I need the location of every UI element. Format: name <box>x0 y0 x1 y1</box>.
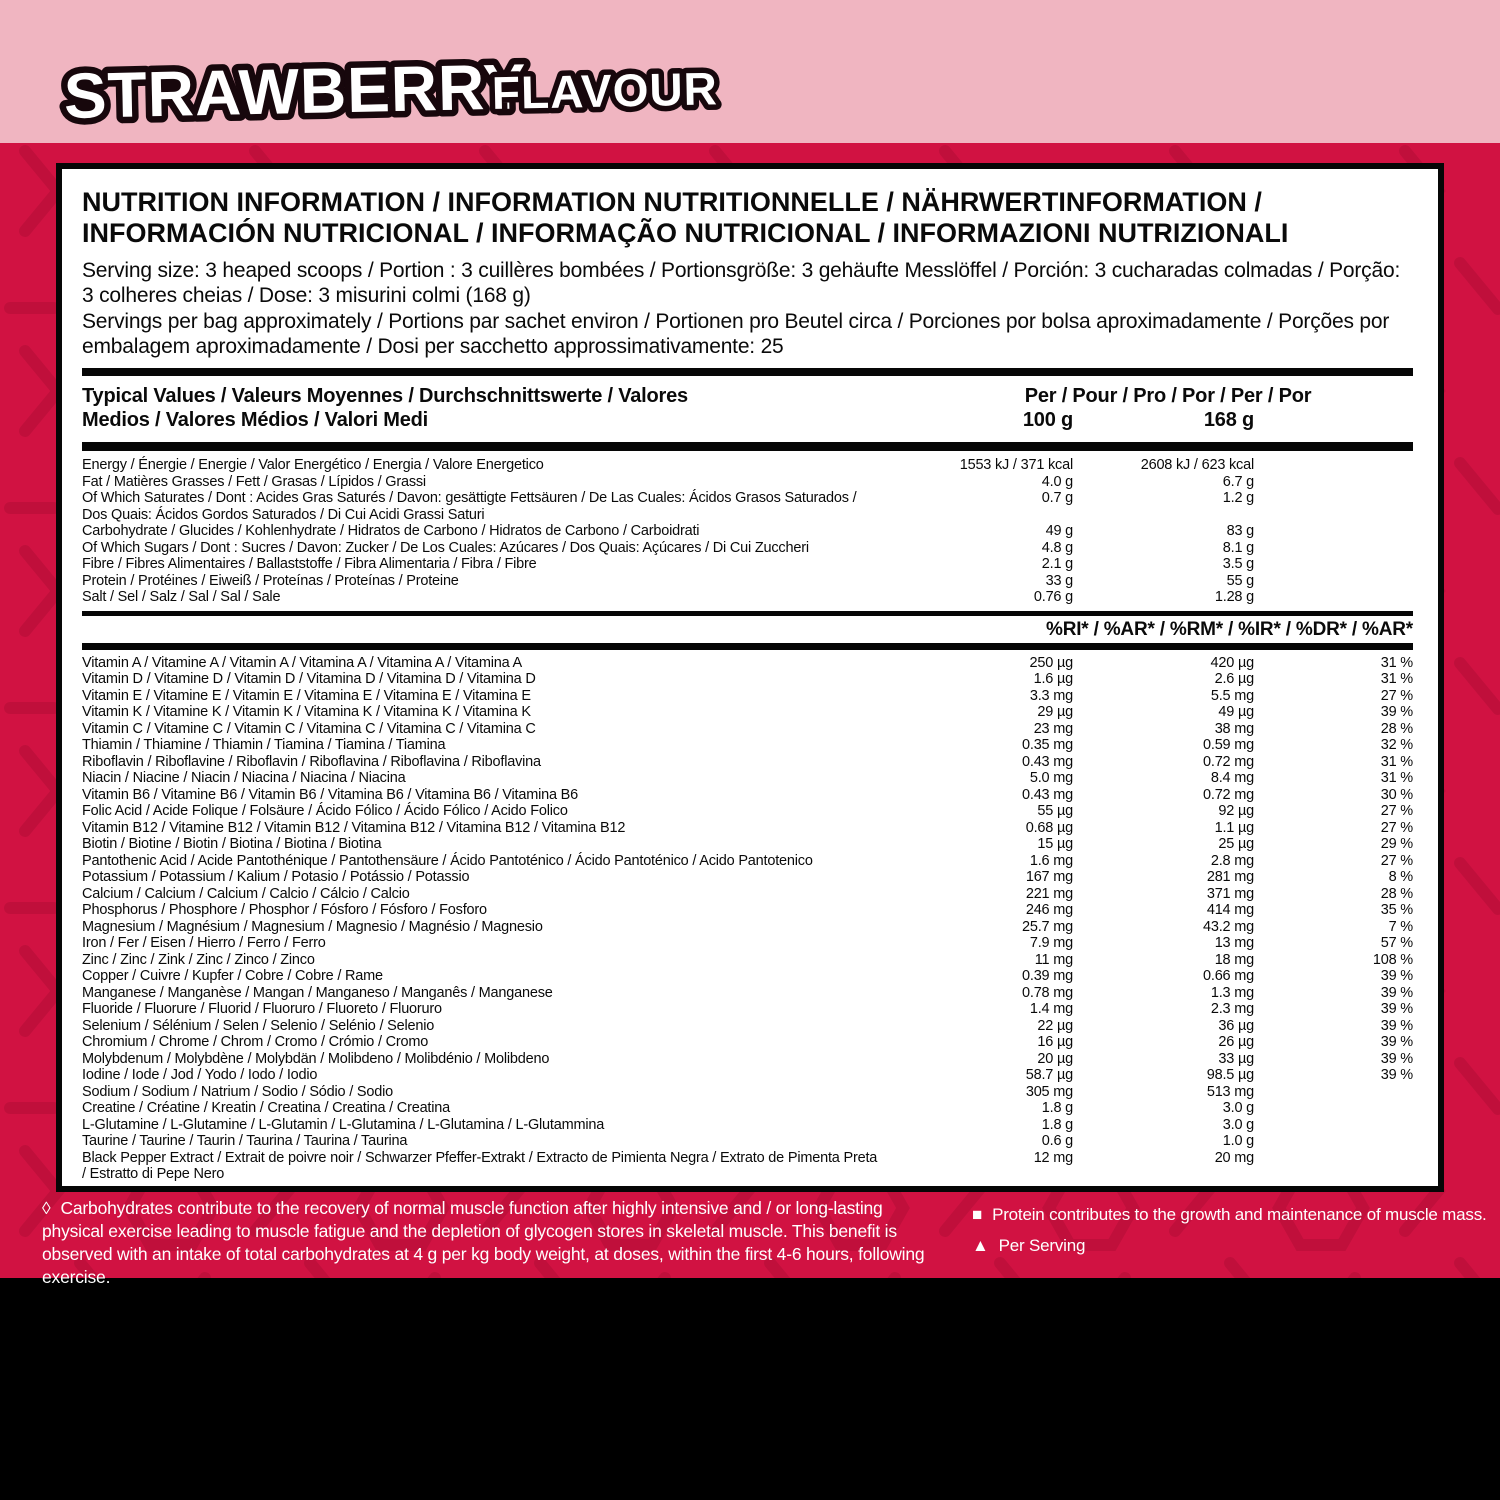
value-ri-percent: 29 % <box>1380 836 1413 852</box>
row-label: Salt / Sel / Salz / Sal / Sal / Sale <box>82 589 281 605</box>
ri-units-header: %RI* / %AR* / %RM* / %IR* / %DR* / %AR* <box>1046 618 1413 640</box>
table-row <box>82 1067 1413 1084</box>
value-per-168g: 98.5 µg <box>1206 1067 1254 1083</box>
value-ri-percent: 31 % <box>1380 753 1413 770</box>
value-ri-percent: 31 % <box>1380 671 1413 687</box>
value-per-100g: 3.3 mg <box>1029 687 1073 704</box>
row-label: Zinc / Zinc / Zink / Zinc / Zinco / Zinco <box>82 951 315 968</box>
value-ri-percent: 39 % <box>1380 704 1413 720</box>
value-per-100g: 29 µg <box>1037 704 1073 720</box>
servings-per-bag-text: Servings per bag approximately / Portions par sachet environ / Portionen pro Beutel circa / Porciones por bolsa aproximadamente / Porções por embalagem aproximadamente / Dosi per sacchetto approssimativamente: 25 <box>82 310 1390 358</box>
row-label: Energy / Énergie / Energie / Valor Energético / Energia / Valore Energetico <box>82 457 544 473</box>
value-ri-percent: 31 % <box>1380 770 1413 786</box>
row-label: Of Which Saturates / Dont : Acides Gras Saturés / Davon: gesättigte Fettsäuren / De Las Cuales: Ácidos Grasos Saturados / Dos Quais: Ácidos Gordos Saturados / Di Cui Acidi Grassi Saturi <box>82 490 857 523</box>
value-ri-percent: 39 % <box>1380 1050 1413 1067</box>
row-label: Copper / Cuivre / Kupfer / Cobre / Cobre / Rame <box>82 968 383 984</box>
row-label: Selenium / Sélénium / Selen / Selenio / Selénio / Selenio <box>82 1017 435 1034</box>
row-label: Potassium / Potassium / Kalium / Potasio / Potássio / Potassio <box>82 869 470 885</box>
divider-rule <box>82 1191 1413 1193</box>
table-row <box>82 770 1413 787</box>
value-per-100g: 221 mg <box>1025 885 1073 902</box>
row-label: Creatine / Créatine / Kreatin / Creatina / Creatina / Creatina <box>82 1100 451 1116</box>
value-per-100g: 0.39 mg <box>1022 968 1073 984</box>
row-label: Vitamin A / Vitamine A / Vitamin A / Vitamina A / Vitamina A / Vitamina A <box>82 654 523 671</box>
value-per-100g: 1.6 µg <box>1033 671 1073 687</box>
value-ri-percent: 27 % <box>1380 803 1413 819</box>
value-per-168g: 38 mg <box>1214 720 1254 737</box>
table-row <box>82 704 1413 721</box>
value-ri-percent: 27 % <box>1380 852 1413 869</box>
row-label: Vitamin B6 / Vitamine B6 / Vitamin B6 / Vitamina B6 / Vitamina B6 / Vitamina B6 <box>82 786 578 803</box>
per-serving-text: Per Serving <box>998 1236 1086 1255</box>
value-per-168g: 3.5 g <box>1222 556 1254 572</box>
value-per-168g: 0.72 mg <box>1203 786 1254 803</box>
value-per-100g: 0.7 g <box>1041 490 1073 506</box>
table-row <box>82 1100 1413 1117</box>
value-per-100g: 0.43 mg <box>1022 786 1073 803</box>
value-per-100g: 20 µg <box>1037 1050 1073 1067</box>
table-row <box>82 737 1413 754</box>
value-per-168g: 0.59 mg <box>1203 737 1254 753</box>
micronutrient-rows <box>82 650 1413 1187</box>
table-row <box>82 886 1413 903</box>
table-row <box>82 787 1413 804</box>
col-100g-header: 100 g <box>1022 409 1073 431</box>
table-row <box>82 589 1413 606</box>
table-row <box>82 968 1413 985</box>
value-per-100g: 58.7 µg <box>1025 1067 1073 1083</box>
value-ri-percent: 27 % <box>1380 819 1413 836</box>
value-per-168g: 36 µg <box>1218 1017 1254 1034</box>
value-per-168g: 55 g <box>1226 572 1254 589</box>
panel-heading: NUTRITION INFORMATION / INFORMATION NUTRITIONNELLE / NÄHRWERTINFORMATION / INFORMACIÓN NUTRICIONAL / INFORMAÇÃO NUTRICIONAL / INFORMAZIONI NUTRIZIONALI <box>82 187 1289 248</box>
table-row <box>82 1084 1413 1101</box>
value-per-168g: 43.2 mg <box>1203 918 1254 935</box>
value-per-100g: 33 g <box>1045 572 1073 589</box>
value-per-100g: 1553 kJ / 371 kcal <box>959 457 1073 473</box>
value-per-100g: 7.9 mg <box>1029 935 1073 951</box>
bottom-black-band <box>0 1278 1500 1500</box>
value-per-100g: 0.68 µg <box>1025 819 1073 836</box>
table-row <box>82 985 1413 1002</box>
value-ri-percent: 28 % <box>1380 720 1413 737</box>
value-per-168g: 414 mg <box>1206 902 1254 918</box>
value-per-168g: 2608 kJ / 623 kcal <box>1140 457 1254 473</box>
table-row <box>82 952 1413 969</box>
carb-claim-note <box>42 1197 942 1289</box>
divider-rule <box>82 368 1413 376</box>
table-row <box>82 523 1413 540</box>
value-ri-percent: 39 % <box>1380 984 1413 1001</box>
value-per-100g: 0.43 mg <box>1022 753 1073 770</box>
value-per-168g: 281 mg <box>1206 869 1254 885</box>
table-row <box>82 1051 1413 1068</box>
table-row <box>82 721 1413 738</box>
row-label: Thiamin / Thiamine / Thiamin / Tiamina / Tiamina / Tiamina <box>82 737 446 753</box>
row-label: Folic Acid / Acide Folique / Folsäure / Ácido Fólico / Ácido Fólico / Acido Folico <box>82 803 568 819</box>
per-columns-header <box>923 384 1413 432</box>
row-label: Niacin / Niacine / Niacin / Niacina / Niacina / Niacina <box>82 770 406 786</box>
table-header-row <box>82 376 1413 442</box>
value-ri-percent: 39 % <box>1380 968 1413 984</box>
value-ri-percent: 39 % <box>1380 1001 1413 1017</box>
value-per-100g: 305 mg <box>1025 1083 1073 1100</box>
row-label: Calcium / Calcium / Calcium / Calcio / Cálcio / Calcio <box>82 885 410 902</box>
value-per-100g: 0.6 g <box>1041 1133 1073 1149</box>
ri-units-header-bar <box>82 611 1413 650</box>
row-label: Fluoride / Fluorure / Fluorid / Fluoruro / Fluoreto / Fluoruro <box>82 1001 442 1017</box>
value-per-168g: 92 µg <box>1218 803 1254 819</box>
value-per-168g: 26 µg <box>1218 1034 1254 1050</box>
row-label: Black Pepper Extract / Extrait de poivre noir / Schwarzer Pfeffer-Extrakt / Extracto de Pimienta Negra / Extrato de Pimenta Preta / Estratto di Pepe Nero <box>82 1149 878 1182</box>
value-per-100g: 15 µg <box>1037 836 1073 852</box>
value-per-100g: 49 g <box>1045 523 1073 539</box>
value-per-100g: 246 mg <box>1025 902 1073 918</box>
value-per-100g: 0.76 g <box>1033 589 1073 605</box>
protein-claim-text: Protein contributes to the growth and maintenance of muscle mass. <box>992 1205 1487 1224</box>
value-per-100g: 1.6 mg <box>1029 852 1073 869</box>
row-label: Iodine / Iode / Jod / Yodo / Iodo / Iodio <box>82 1067 318 1083</box>
table-row <box>82 474 1413 491</box>
row-label: Vitamin B12 / Vitamine B12 / Vitamin B12 / Vitamina B12 / Vitamina B12 / Vitamina B12 <box>82 819 626 836</box>
value-ri-percent: 108 % <box>1372 951 1413 968</box>
value-per-100g: 0.78 mg <box>1022 984 1073 1001</box>
col-168g-header: 168 g <box>1203 409 1254 431</box>
value-per-100g: 1.8 g <box>1041 1100 1073 1116</box>
value-per-168g: 25 µg <box>1218 836 1254 852</box>
table-row <box>82 688 1413 705</box>
table-row <box>82 490 1413 523</box>
value-per-168g: 0.72 mg <box>1203 753 1254 770</box>
per-serving-note <box>972 1234 1492 1257</box>
table-row <box>82 836 1413 853</box>
value-per-100g: 23 mg <box>1033 720 1073 737</box>
value-ri-percent: 35 % <box>1380 902 1413 918</box>
value-per-168g: 3.0 g <box>1222 1100 1254 1116</box>
value-per-168g: 0.66 mg <box>1203 968 1254 984</box>
value-ri-percent: 30 % <box>1380 786 1413 803</box>
table-row <box>82 540 1413 557</box>
row-label: Chromium / Chrome / Chrom / Cromo / Crómio / Cromo <box>82 1034 429 1050</box>
row-label: Fat / Matières Grasses / Fett / Grasas / Lípidos / Grassi <box>82 473 426 490</box>
value-per-168g: 20 mg <box>1214 1149 1254 1166</box>
value-per-100g: 0.35 mg <box>1022 737 1073 753</box>
value-per-100g: 1.4 mg <box>1029 1001 1073 1017</box>
value-per-168g: 83 g <box>1226 523 1254 539</box>
protein-claim-note <box>972 1203 1492 1226</box>
row-label: Riboflavin / Riboflavine / Riboflavin / Riboflavina / Riboflavina / Riboflavina <box>82 753 541 770</box>
value-per-100g: 12 mg <box>1033 1149 1073 1166</box>
diamond-icon: ◊ <box>42 1198 51 1218</box>
value-ri-percent: 27 % <box>1380 687 1413 704</box>
value-ri-percent: 8 % <box>1388 869 1413 885</box>
value-per-168g: 2.3 mg <box>1210 1001 1254 1017</box>
square-icon: ■ <box>972 1205 983 1224</box>
table-row <box>82 1018 1413 1035</box>
value-per-100g: 4.8 g <box>1041 539 1073 556</box>
row-label: Manganese / Manganèse / Mangan / Manganeso / Manganês / Manganese <box>82 984 553 1001</box>
value-per-100g: 2.1 g <box>1041 556 1073 572</box>
value-per-168g: 3.0 g <box>1222 1116 1254 1133</box>
row-label: Vitamin D / Vitamine D / Vitamin D / Vitamina D / Vitamina D / Vitamina D <box>82 671 536 687</box>
value-per-168g: 18 mg <box>1214 951 1254 968</box>
table-row <box>82 803 1413 820</box>
table-row <box>82 754 1413 771</box>
table-row <box>82 671 1413 688</box>
row-label: Protein / Protéines / Eiweiß / Proteínas / Proteínas / Proteine <box>82 572 459 589</box>
value-per-168g: 5.5 mg <box>1210 687 1254 704</box>
row-label: Taurine / Taurine / Taurin / Taurina / Taurina / Taurina <box>82 1133 408 1149</box>
value-ri-percent: 39 % <box>1380 1067 1413 1083</box>
value-ri-percent: 39 % <box>1380 1017 1413 1034</box>
value-per-100g: 16 µg <box>1037 1034 1073 1050</box>
col-ri-header-spacer <box>1254 408 1413 432</box>
per-header: Per / Pour / Pro / Por / Per / Por <box>1024 385 1312 407</box>
row-label: Of Which Sugars / Dont : Sucres / Davon: Zucker / De Los Cuales: Azúcares / Dos Quais: Açúcares / Di Cui Zuccheri <box>82 539 809 556</box>
table-row <box>82 869 1413 886</box>
flavour-banner <box>0 0 1500 143</box>
value-per-168g: 1.0 g <box>1222 1133 1254 1149</box>
serving-size-text: Serving size: 3 heaped scoops / Portion : 3 cuillères bombées / Portionsgröße: 3 gehäufte Messlöffel / Porción: 3 cucharadas colmadas / Porção: 3 colheres cheias / Dose: 3 misurini colmi (168 g) <box>82 259 1401 307</box>
value-per-168g: 371 mg <box>1206 885 1254 902</box>
value-per-168g: 1.2 g <box>1222 490 1254 506</box>
value-ri-percent: 32 % <box>1380 737 1413 753</box>
row-label: Pantothenic Acid / Acide Pantothénique / Pantothensäure / Ácido Pantoténico / Ácido Pantoténico / Acido Pantotenico <box>82 852 813 869</box>
value-per-168g: 2.8 mg <box>1210 852 1254 869</box>
row-label: Magnesium / Magnésium / Magnesium / Magnesio / Magnésio / Magnesio <box>82 918 543 935</box>
row-label: L-Glutamine / L-Glutamine / L-Glutamin / L-Glutamina / L-Glutamina / L-Glutammina <box>82 1116 605 1133</box>
value-ri-percent: 31 % <box>1380 654 1413 671</box>
table-row <box>82 573 1413 590</box>
value-per-168g: 8.4 mg <box>1210 770 1254 786</box>
nutrition-panel <box>56 163 1444 1192</box>
table-row <box>82 853 1413 870</box>
row-label: Biotin / Biotine / Biotin / Biotina / Biotina / Biotina <box>82 836 382 852</box>
row-label: Vitamin E / Vitamine E / Vitamin E / Vitamina E / Vitamina E / Vitamina E <box>82 687 531 704</box>
value-per-100g: 55 µg <box>1037 803 1073 819</box>
value-per-100g: 4.0 g <box>1041 473 1073 490</box>
table-row <box>82 655 1413 672</box>
row-label: Molybdenum / Molybdène / Molybdän / Molibdeno / Molibdénio / Molibdeno <box>82 1050 550 1067</box>
table-row <box>82 935 1413 952</box>
value-per-168g: 13 mg <box>1214 935 1254 951</box>
value-ri-percent: 7 % <box>1388 918 1413 935</box>
value-per-168g: 8.1 g <box>1222 539 1254 556</box>
table-row <box>82 820 1413 837</box>
value-per-168g: 2.6 µg <box>1214 671 1254 687</box>
value-per-100g: 250 µg <box>1029 654 1073 671</box>
value-ri-percent: 28 % <box>1380 885 1413 902</box>
value-per-168g: 1.1 µg <box>1214 819 1254 836</box>
value-per-168g: 1.3 mg <box>1210 984 1254 1001</box>
value-per-168g: 420 µg <box>1210 654 1254 671</box>
carb-claim-text: Carbohydrates contribute to the recovery of normal muscle function after highly intensive and / or long-lasting physical exercise leading to muscle fatigue and the depletion of glycogen stores in skeletal muscle. This benefit is observed with an intake of total carbohydrates at 4 g per kg body weight, at doses, within the first 4-6 hours, following exercise. <box>42 1198 925 1287</box>
table-row <box>82 919 1413 936</box>
row-label: Vitamin K / Vitamine K / Vitamin K / Vitamina K / Vitamina K / Vitamina K <box>82 704 531 720</box>
table-row <box>82 1133 1413 1150</box>
row-label: Fibre / Fibres Alimentaires / Ballaststoffe / Fibra Alimentaria / Fibra / Fibre <box>82 556 537 572</box>
table-row <box>82 902 1413 919</box>
divider-rule <box>82 442 1413 451</box>
value-per-168g: 49 µg <box>1218 704 1254 720</box>
row-label: Vitamin C / Vitamine C / Vitamin C / Vitamina C / Vitamina C / Vitamina C <box>82 720 536 737</box>
row-label: Phosphorus / Phosphore / Phosphor / Fósforo / Fósforo / Fosforo <box>82 902 487 918</box>
flavour-title-main: STRAWBERRY <box>63 50 528 132</box>
value-ri-percent: 57 % <box>1380 935 1413 951</box>
row-label: Iron / Fer / Eisen / Hierro / Ferro / Ferro <box>82 935 326 951</box>
table-row <box>82 1001 1413 1018</box>
macronutrient-rows <box>82 451 1413 611</box>
flavour-title-sub: FLAVOUR <box>491 62 719 120</box>
value-per-100g: 167 mg <box>1025 869 1073 885</box>
value-per-168g: 6.7 g <box>1222 473 1254 490</box>
typical-values-header: Typical Values / Valeurs Moyennes / Durchschnittswerte / Valores Medios / Valores Médios / Valori Medi <box>82 385 688 431</box>
value-per-100g: 11 mg <box>1034 951 1073 968</box>
value-ri-percent: 39 % <box>1380 1034 1413 1050</box>
table-row <box>82 457 1413 474</box>
row-label: Carbohydrate / Glucides / Kohlenhydrate / Hidratos de Carbono / Hidratos de Carbono / Carboidrati <box>82 523 700 539</box>
table-row <box>82 1150 1413 1183</box>
table-row <box>82 556 1413 573</box>
value-per-100g: 5.0 mg <box>1029 770 1073 786</box>
value-per-168g: 33 µg <box>1218 1050 1254 1067</box>
value-per-100g: 25.7 mg <box>1022 918 1073 935</box>
right-footer-notes <box>972 1203 1492 1265</box>
value-per-168g: 513 mg <box>1206 1083 1254 1100</box>
value-per-100g: 1.8 g <box>1041 1116 1073 1133</box>
table-row <box>82 1034 1413 1051</box>
table-row <box>82 1117 1413 1134</box>
value-per-100g: 22 µg <box>1037 1017 1073 1034</box>
row-label: Sodium / Sodium / Natrium / Sodio / Sódio / Sodio <box>82 1083 393 1100</box>
value-per-168g: 1.28 g <box>1214 589 1254 605</box>
triangle-icon: ▲ <box>972 1236 989 1255</box>
